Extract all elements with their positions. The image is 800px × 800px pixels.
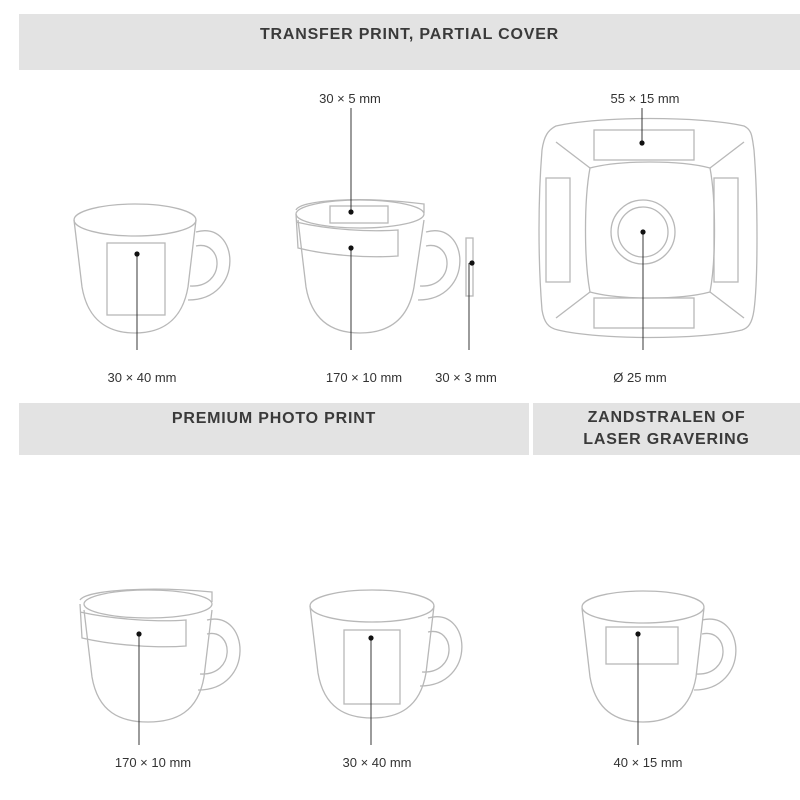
marker-dot — [469, 260, 474, 265]
mug-photo-front-print-area — [310, 590, 462, 745]
mug-handle-inner — [200, 633, 227, 674]
marker-dot — [348, 209, 353, 214]
dimension-label-engraving: 40 × 15 mm — [613, 755, 683, 770]
mug-handle — [418, 231, 460, 300]
mug-body — [582, 608, 704, 722]
dimension-label-saucer-rim: 55 × 15 mm — [610, 91, 680, 106]
saucer-well — [586, 162, 715, 298]
mug-front-print-area — [74, 204, 230, 350]
mug-rim — [310, 590, 434, 622]
handle-print-area — [466, 238, 473, 296]
mug-handle — [694, 619, 736, 690]
saucer-print-area — [539, 108, 757, 350]
rim-print-area-top — [594, 130, 694, 160]
marker-dot — [136, 631, 141, 636]
mug-body — [298, 220, 424, 333]
section-title-engraving-line1: ZANDSTRALEN OF — [587, 409, 746, 426]
mug-handle-inner — [422, 631, 449, 672]
wrap-band — [80, 589, 212, 602]
mug-handle — [420, 617, 462, 686]
mug-rim — [582, 591, 704, 623]
wrap-band — [296, 214, 398, 257]
dimension-label-photo-front: 30 × 40 mm — [342, 755, 412, 770]
marker-dot — [639, 140, 644, 145]
mug-wrap-print-area — [296, 108, 475, 350]
dimension-label-mug-front: 30 × 40 mm — [107, 370, 177, 385]
mug-body — [310, 606, 434, 718]
wrap-band — [80, 604, 186, 647]
mug-rim — [296, 200, 424, 228]
print-area — [606, 627, 678, 664]
mug-rim — [74, 204, 196, 236]
dimension-label-mug-wrap: 170 × 10 mm — [325, 370, 403, 385]
dimension-label-saucer-center: Ø 25 mm — [613, 370, 667, 385]
section-title-transfer-print: TRANSFER PRINT, PARTIAL COVER — [259, 26, 560, 43]
marker-dot — [635, 631, 640, 636]
mug-handle-inner — [190, 245, 217, 286]
mug-engraving-print-area — [582, 591, 736, 745]
rim-print-area — [330, 206, 388, 223]
dimension-label-mug-handle: 30 × 3 mm — [435, 370, 497, 385]
mug-photo-wrap-print-area — [80, 589, 240, 745]
print-area — [344, 630, 400, 704]
rim-print-area-right — [714, 178, 738, 282]
mug-handle-inner — [420, 245, 447, 286]
rim-print-area-bottom — [594, 298, 694, 328]
marker-dot — [134, 251, 139, 256]
rim-print-area-left — [546, 178, 570, 282]
dimension-label-mug-rim: 30 × 5 mm — [319, 91, 381, 106]
marker-dot — [640, 229, 645, 234]
section-title-photo-print: PREMIUM PHOTO PRINT — [171, 410, 377, 427]
mug-body — [84, 610, 212, 722]
mug-body — [74, 220, 196, 333]
mug-rim — [84, 590, 212, 618]
dimension-label-photo-wrap: 170 × 10 mm — [114, 755, 192, 770]
section-title-engraving-line2: LASER GRAVERING — [583, 431, 750, 448]
marker-dot — [348, 245, 353, 250]
mug-handle — [198, 619, 240, 690]
mug-handle — [188, 231, 230, 300]
marker-dot — [368, 635, 373, 640]
saucer-outer — [539, 119, 757, 338]
